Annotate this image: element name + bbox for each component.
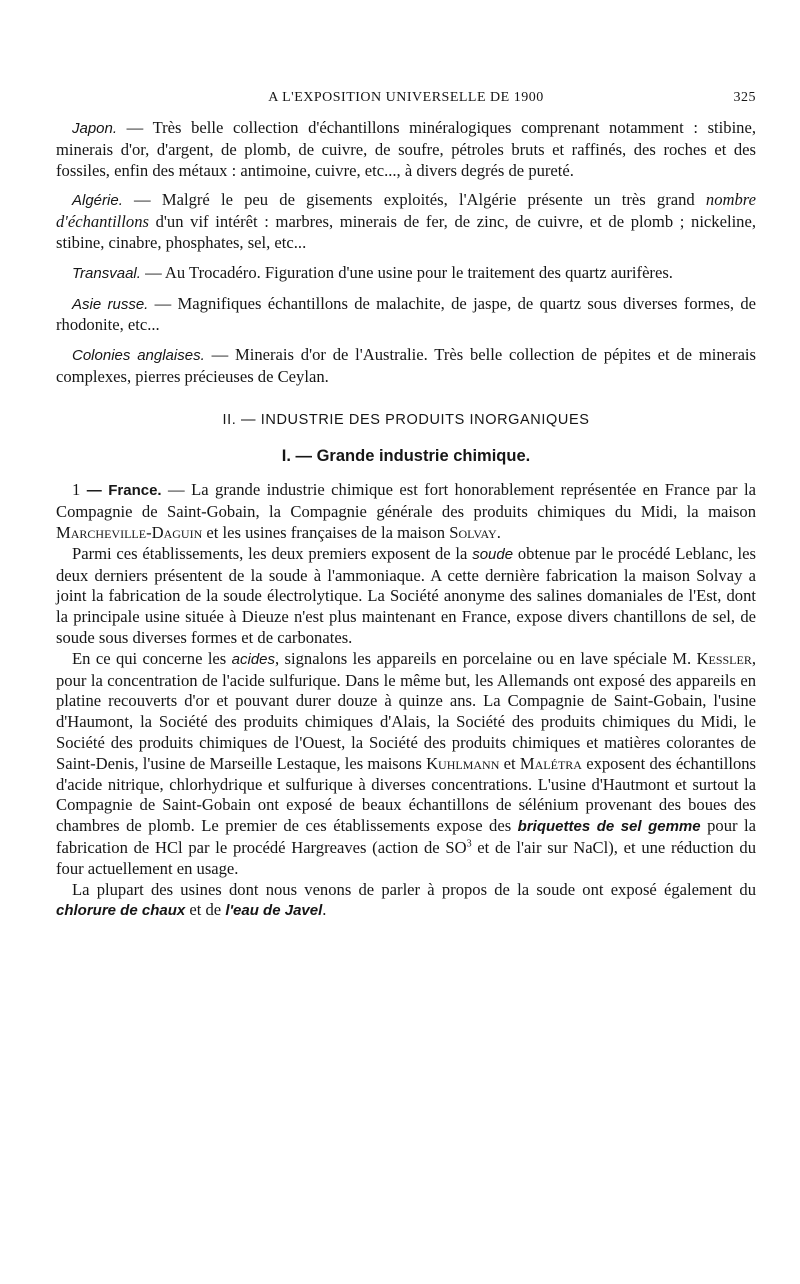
paragraph-javel bbox=[56, 880, 756, 923]
entry-text: — Malgré le peu de gisements exploités, l'Algérie présente un très grand bbox=[122, 190, 706, 210]
paragraph-text: et de bbox=[185, 900, 226, 920]
section-heading: I. — Grande industrie chimique. bbox=[281, 446, 531, 465]
superscript: 3 bbox=[466, 838, 472, 850]
paragraph-text: obtenue par le procédé Leblanc, les deux derniers présentent de la soude à l'ammoniaque. A cette dernière fabrication la maison Solvay a joint la fabrication de la soude électrolytique. La Société anonyme des salines domaniales de l'Est, dont la principale usine située à Dieuze n'est plus maintenant en France, expose divers chantillons de sel, de soude sous diverses formes et de carbonates. bbox=[56, 543, 756, 647]
company-name: Marcheville-Daguin bbox=[56, 522, 203, 542]
company-name: Solvay bbox=[449, 522, 497, 542]
entry-lead: Colonies anglaises. bbox=[72, 347, 205, 365]
entry-lead: Japon. bbox=[72, 120, 118, 137]
body-text bbox=[56, 118, 756, 922]
paragraph-emphasis: briquettes de sel gemme bbox=[517, 818, 701, 836]
paragraph-text: exposent des échantillons d'acide nitrique, chlorhydrique et sulfurique à diverses concentrations. L'usine d'Hautmont et surtout la Compagnie de Saint-Gobain ont exposé de beaux échantillons de sélénium provenant des boues des chambres de plomb. Le premier de ces établissements expose des bbox=[56, 753, 757, 836]
paragraph-text: En ce qui concerne les bbox=[72, 648, 232, 668]
company-name: Malétra bbox=[519, 753, 582, 773]
paragraph-text: Parmi ces établissements, les deux premiers exposent de la bbox=[72, 543, 473, 563]
entry-algerie bbox=[56, 190, 756, 253]
entry-text: d'un vif intérêt : marbres, minerais de fer, de zinc, de cuivre, et de plomb ; nickeline, stibine, cinabre, phosphates, sel, etc... bbox=[56, 212, 756, 252]
entry-colonies-anglaises bbox=[56, 345, 756, 388]
company-name: Kessler bbox=[696, 648, 752, 668]
company-name: Kuhlmann bbox=[426, 753, 500, 773]
entry-lead: Asie russe. bbox=[72, 295, 149, 313]
paragraph-text: et bbox=[499, 753, 520, 773]
entry-lead: Transvaal. bbox=[72, 264, 141, 282]
entry-text: — Minerais d'or de l'Australie. Très belle collection de pépites et de minerais complexes, pierres précieuses de Ceylan. bbox=[56, 345, 756, 386]
entry-japon bbox=[56, 118, 756, 181]
entry-emphasis: nombre d'échantillons bbox=[56, 190, 756, 232]
paragraph-france bbox=[56, 480, 756, 543]
paragraph-lead: — France. bbox=[80, 482, 162, 500]
entry-asie-russe bbox=[56, 294, 756, 337]
entry-lead: Algérie. bbox=[72, 192, 123, 210]
entry-transvaal bbox=[56, 263, 756, 285]
paragraph-text: . bbox=[496, 522, 501, 542]
paragraph-text: — La grande industrie chimique est fort honorablement représentée en France par la Compagnie de Saint-Gobain, la Compagnie générale des produits chimiques du Midi, la maison bbox=[56, 480, 756, 522]
entry-text: — Au Trocadéro. Figuration d'une usine pour le traitement des quartz aurifères. bbox=[140, 262, 673, 282]
paragraph-emphasis: soude bbox=[472, 545, 514, 563]
part-heading: II. — INDUSTRIE DES PRODUITS INORGANIQUES bbox=[222, 411, 590, 428]
running-header bbox=[56, 90, 756, 112]
paragraph-acides bbox=[56, 649, 756, 880]
paragraph-text: , signalons les appareils en porcelaine ou en lave spéciale M. bbox=[275, 648, 697, 668]
entry-text: — Très belle collection d'échantillons minéralogiques comprenant notamment : stibine, minerais d'or, d'argent, de plomb, de cuivre, de soufre, pétroles bruts et raffinés, des roches et des fossiles, enfin des métaux : antimoine, cuivre, etc..., à divers degrés de pureté. bbox=[56, 118, 756, 180]
paragraph-emphasis: l'eau de Javel bbox=[225, 902, 323, 920]
entry-text: — Magnifiques échantillons de malachite, de jaspe, de quartz sous diverses formes, de rhodonite, etc... bbox=[56, 293, 757, 335]
paragraph-text: pour la fabrication de HCl par le procédé Hargreaves (action de SO bbox=[56, 816, 756, 857]
paragraph-number: 1 bbox=[72, 480, 81, 500]
paragraph-text: et les usines françaises de la maison bbox=[202, 522, 450, 542]
paragraph-emphasis: chlorure de chaux bbox=[56, 902, 186, 920]
paragraph-text: , pour la concentration de l'acide sulfurique. Dans le même but, les Allemands ont exposé des appareils en platine recouverts d'or et pouvant durer douze à quinze ans. La Compagnie de Saint-Gobain, l'usine d'Haumont, la Société des produits chimiques d'Alais, la Société des produits chimiques du Midi, le Société des produits chimiques de l'Ouest, la Société des produits chimiques et matières colorantes de Saint-Denis, l'usine de Marseille Lestaque, les maisons bbox=[56, 648, 756, 773]
page-number: 325 bbox=[733, 90, 756, 105]
paragraph-emphasis: acides bbox=[231, 650, 276, 668]
paragraph-text: et de l'air sur NaCl), et une réduction du four actuellement en usage. bbox=[56, 837, 756, 878]
paragraph-soude bbox=[56, 544, 756, 649]
paragraph-text: La plupart des usines dont nous venons de parler à propos de la soude ont exposé également du bbox=[72, 879, 756, 899]
running-title: A L'EXPOSITION UNIVERSELLE DE 1900 bbox=[268, 90, 544, 105]
paragraph-text: . bbox=[322, 900, 327, 920]
